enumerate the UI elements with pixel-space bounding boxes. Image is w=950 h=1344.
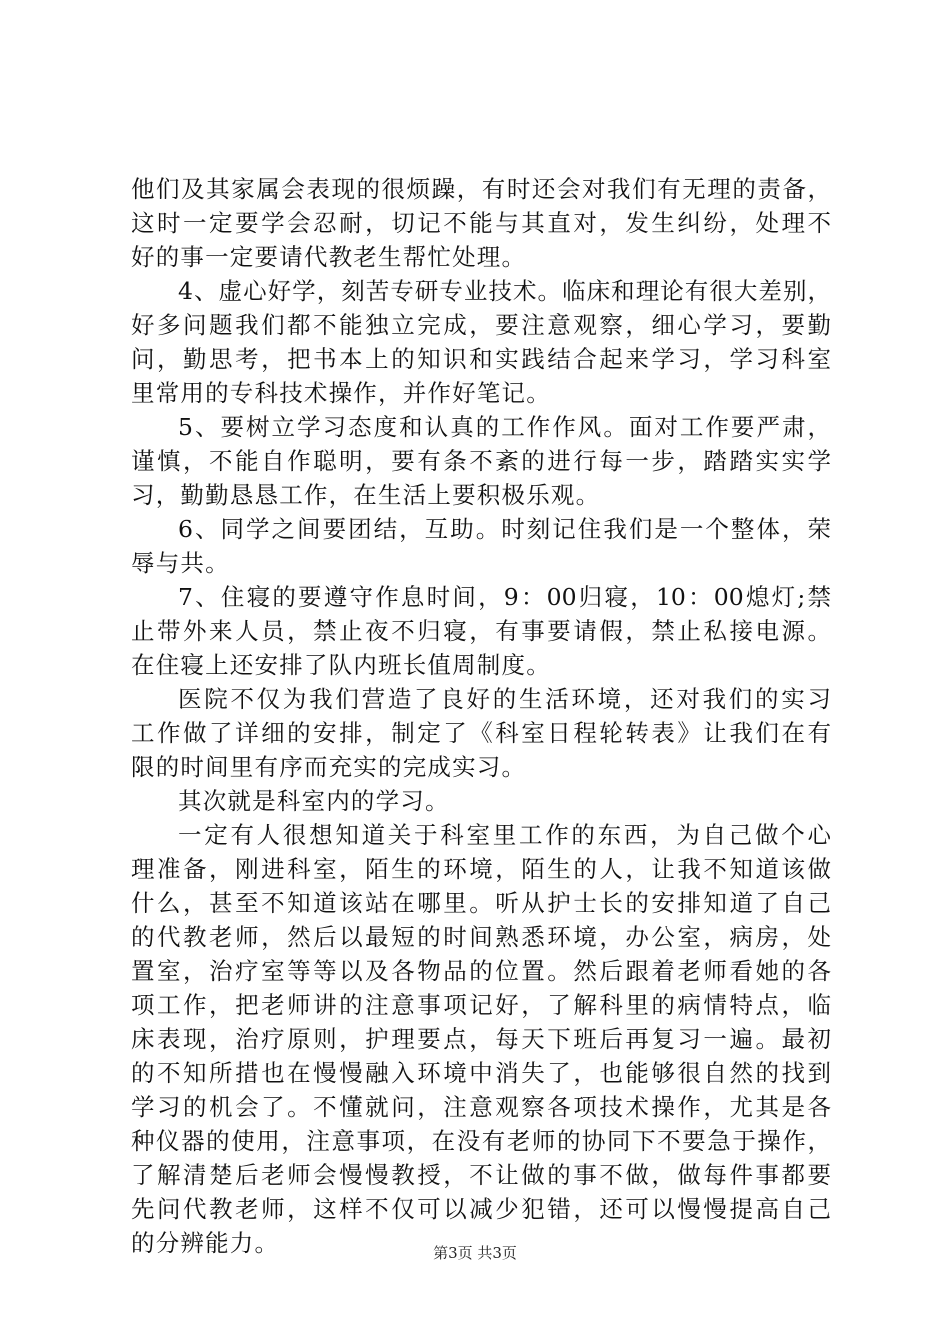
text-line: 这时一定要学会忍耐，切记不能与其直对，发生纠纷，处理不	[131, 209, 831, 237]
text-line: 置室，治疗室等等以及各物品的位置。然后跟着老师看她的各	[131, 957, 831, 985]
text-line: 谨慎，不能自作聪明，要有条不紊的进行每一步，踏踏实实学	[131, 447, 831, 475]
text-line: 6、同学之间要团结，互助。时刻记住我们是一个整体，荣	[178, 515, 831, 543]
text-line: 止带外来人员，禁止夜不归寝，有事要请假，禁止私接电源。	[131, 617, 831, 645]
document-body	[131, 172, 831, 1260]
text-line: 学习的机会了。不懂就问，注意观察各项技术操作，尤其是各	[131, 1093, 831, 1121]
text-line: 在住寝上还安排了队内班长值周制度。	[131, 651, 551, 679]
text-line: 4、虚心好学，刻苦专研专业技术。临床和理论有很大差别，	[178, 277, 831, 305]
text-line: 5、要树立学习态度和认真的工作作风。面对工作要严肃，	[178, 413, 831, 441]
text-line: 其次就是科室内的学习。	[178, 787, 450, 815]
text-line: 习，勤勤恳恳工作，在生活上要积极乐观。	[131, 481, 601, 509]
text-line: 什么，甚至不知道该站在哪里。听从护士长的安排知道了自己	[131, 889, 831, 917]
text-line: 他们及其家属会表现的很烦躁，有时还会对我们有无理的责备，	[131, 175, 831, 203]
text-line: 先问代教老师，这样不仅可以减少犯错，还可以慢慢提高自己	[131, 1195, 831, 1223]
text-line: 医院不仅为我们营造了良好的生活环境，还对我们的实习	[178, 685, 831, 713]
text-line: 好的事一定要请代教老生帮忙处理。	[131, 243, 527, 271]
text-line: 好多问题我们都不能独立完成，要注意观察，细心学习，要勤	[131, 311, 831, 339]
text-line: 种仪器的使用，注意事项，在没有老师的协同下不要急于操作，	[131, 1127, 831, 1155]
text-line: 床表现，治疗原则，护理要点，每天下班后再复习一遍。最初	[131, 1025, 831, 1053]
text-line: 辱与共。	[131, 549, 230, 577]
text-line: 工作做了详细的安排，制定了《科室日程轮转表》让我们在有	[131, 719, 831, 747]
text-line: 理准备，刚进科室，陌生的环境，陌生的人，让我不知道该做	[131, 855, 831, 883]
text-line: 限的时间里有序而充实的完成实习。	[131, 753, 527, 781]
text-line: 项工作，把老师讲的注意事项记好，了解科里的病情特点，临	[131, 991, 831, 1019]
text-line: 的代教老师，然后以最短的时间熟悉环境，办公室，病房，处	[131, 923, 831, 951]
text-line: 问，勤思考，把书本上的知识和实践结合起来学习，学习科室	[131, 345, 831, 373]
page-footer: 第3页 共3页	[433, 1244, 517, 1262]
text-line: 的不知所措也在慢慢融入环境中消失了，也能够很自然的找到	[131, 1059, 831, 1087]
text-line: 的分辨能力。	[131, 1229, 280, 1257]
text-line: 7、住寝的要遵守作息时间，9：00归寝，10：00熄灯;禁	[178, 583, 831, 611]
text-line: 了解清楚后老师会慢慢教授，不让做的事不做，做每件事都要	[131, 1161, 831, 1189]
text-line: 一定有人很想知道关于科室里工作的东西，为自己做个心	[178, 821, 831, 849]
text-line: 里常用的专科技术操作，并作好笔记。	[131, 379, 551, 407]
